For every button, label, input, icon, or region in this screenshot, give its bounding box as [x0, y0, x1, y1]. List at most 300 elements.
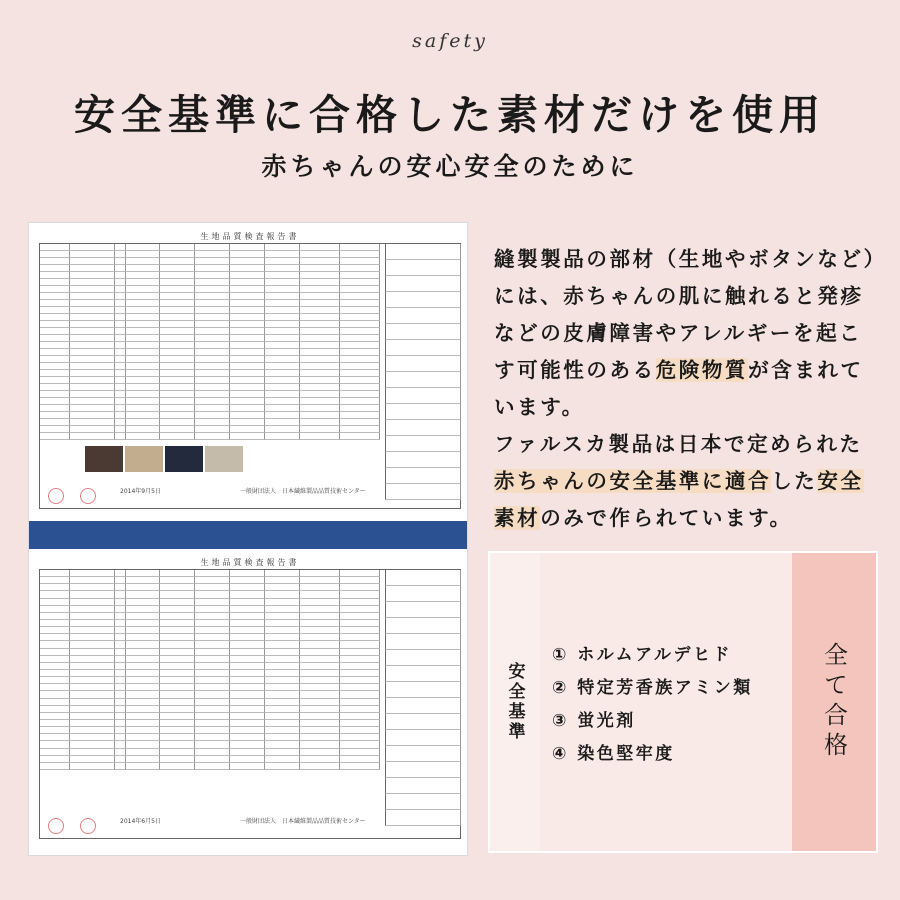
report-cell [340, 656, 380, 663]
report-cell [40, 384, 70, 391]
report-cell [70, 370, 115, 377]
report-cell [300, 286, 340, 293]
report-cell [70, 763, 115, 770]
report-cell [300, 265, 340, 272]
standards-list [552, 639, 753, 771]
report-cell [40, 641, 70, 648]
report-cell [126, 663, 160, 670]
report-cell [340, 370, 380, 377]
report-cell [300, 251, 340, 258]
report-cell [160, 363, 195, 370]
report-cell [70, 391, 115, 398]
report-cell [195, 342, 230, 349]
report-cell [195, 691, 230, 698]
report-cell [385, 714, 461, 730]
report-cell [126, 342, 160, 349]
description-text [494, 241, 894, 537]
report-cell [115, 649, 126, 656]
standards-label: 安全基準 [504, 662, 525, 742]
report-cell [70, 670, 115, 677]
report-cell [195, 613, 230, 620]
report-cell [70, 265, 115, 272]
report-cell [40, 720, 70, 727]
report-cell [195, 328, 230, 335]
standard-item: ① ホルムアルデヒド [552, 645, 732, 665]
report-cell [160, 349, 195, 356]
report-cell [160, 584, 195, 591]
report-cell [230, 321, 265, 328]
report-cell [230, 627, 265, 634]
report-cell [40, 656, 70, 663]
report-cell [195, 370, 230, 377]
report-cell [265, 577, 300, 584]
report-cell [195, 749, 230, 756]
report-cell [126, 363, 160, 370]
report-cell [230, 749, 265, 756]
report-cell [385, 794, 461, 810]
report-cell [230, 426, 265, 433]
text-segment: ファルスカ製品は日本で定められた [494, 432, 863, 456]
text-segment: 縫製製品の部材（生地やボタンなど） [494, 247, 887, 271]
report-cell [195, 720, 230, 727]
highlighted-text: 危険物質 [655, 358, 749, 382]
report-cell [340, 419, 380, 426]
report-cell [300, 649, 340, 656]
report-cell [230, 677, 265, 684]
report-cell [126, 577, 160, 584]
report-cell [195, 713, 230, 720]
report-cell [340, 713, 380, 720]
report-cell [70, 377, 115, 384]
report-cell [160, 713, 195, 720]
report-cell [265, 570, 300, 577]
report-cell [230, 741, 265, 748]
report-cell [115, 286, 126, 293]
report-cell [70, 734, 115, 741]
report-cell [385, 404, 461, 420]
report-cell [195, 641, 230, 648]
report-cell [70, 577, 115, 584]
report-cell [340, 756, 380, 763]
report-cell [195, 699, 230, 706]
report-cell [230, 706, 265, 713]
report-cell [340, 293, 380, 300]
report-cell [195, 584, 230, 591]
description-line [494, 463, 894, 500]
report-cell [340, 591, 380, 598]
report-cell [385, 602, 461, 618]
report-cell [265, 649, 300, 656]
report-cell [300, 720, 340, 727]
report-cell [230, 293, 265, 300]
report-cell [160, 279, 195, 286]
report-cell [385, 244, 461, 260]
report-cell [126, 720, 160, 727]
report-cell [195, 433, 230, 440]
report-cell [126, 627, 160, 634]
report-cell [70, 727, 115, 734]
report-cell [230, 244, 265, 251]
report-cell [126, 426, 160, 433]
page-title: 安全基準に合格した素材だけを使用 [74, 91, 826, 139]
report-cell [230, 328, 265, 335]
report-cell [40, 286, 70, 293]
report-cell [160, 405, 195, 412]
report-cell [300, 670, 340, 677]
report-cell [40, 244, 70, 251]
report-cell [265, 419, 300, 426]
report-cell [340, 342, 380, 349]
report-cell [300, 756, 340, 763]
report-cell [126, 398, 160, 405]
report-cell [265, 433, 300, 440]
report-cell [115, 307, 126, 314]
fabric-swatch [165, 446, 203, 472]
report-cell [300, 335, 340, 342]
report-cell [40, 763, 70, 770]
report-cell [265, 663, 300, 670]
report-cell [230, 727, 265, 734]
report-cell [40, 279, 70, 286]
report-cell [70, 398, 115, 405]
report-cell [230, 663, 265, 670]
report-cell [230, 713, 265, 720]
report-cell [300, 734, 340, 741]
report-cell [340, 670, 380, 677]
seal-stamp [80, 818, 96, 834]
report-cell [300, 412, 340, 419]
report-cell [70, 286, 115, 293]
report-cell [70, 756, 115, 763]
report-cell [300, 641, 340, 648]
report-cell [115, 613, 126, 620]
report-cell [230, 606, 265, 613]
report-cell [300, 627, 340, 634]
report-cell [340, 412, 380, 419]
report-cell [230, 591, 265, 598]
inspection-report [35, 227, 465, 517]
report-cell [126, 433, 160, 440]
report-cell [40, 570, 70, 577]
report-cell [70, 663, 115, 670]
report-cell [40, 684, 70, 691]
report-cell [160, 691, 195, 698]
report-cell [230, 756, 265, 763]
report-cell [40, 307, 70, 314]
report-cell [70, 749, 115, 756]
report-cell [300, 706, 340, 713]
report-cell [195, 384, 230, 391]
report-cell [70, 356, 115, 363]
report-cell [40, 272, 70, 279]
report-cell [40, 727, 70, 734]
description-line [494, 500, 894, 537]
report-cell [126, 641, 160, 648]
report-cell [300, 741, 340, 748]
report-cell [230, 433, 265, 440]
result-label: 全て合格 [819, 642, 848, 762]
report-cell [160, 677, 195, 684]
text-segment: が含まれて [748, 358, 864, 382]
report-cell [115, 763, 126, 770]
report-cell [126, 370, 160, 377]
report-cell [230, 699, 265, 706]
report-cell [40, 734, 70, 741]
divider-band [29, 521, 467, 549]
report-cell [40, 349, 70, 356]
report-cell [230, 279, 265, 286]
report-cell [230, 584, 265, 591]
description-line [494, 278, 894, 315]
report-cell [195, 335, 230, 342]
report-cell [126, 258, 160, 265]
report-cell [385, 730, 461, 746]
report-cell [40, 377, 70, 384]
report-cell [126, 749, 160, 756]
report-cell [115, 433, 126, 440]
report-cell [40, 265, 70, 272]
report-cell [40, 342, 70, 349]
report-cell [160, 342, 195, 349]
report-cell [115, 677, 126, 684]
report-cell [126, 419, 160, 426]
report-cell [340, 307, 380, 314]
report-cell [40, 627, 70, 634]
report-cell [385, 356, 461, 372]
report-cell [115, 727, 126, 734]
report-cell [115, 370, 126, 377]
report-cell [230, 649, 265, 656]
report-cell [70, 691, 115, 698]
report-cell [300, 677, 340, 684]
report-cell [160, 634, 195, 641]
report-cell [340, 741, 380, 748]
report-cell [265, 251, 300, 258]
report-cell [265, 258, 300, 265]
report-cell [160, 763, 195, 770]
report-cell [70, 405, 115, 412]
report-cell [70, 251, 115, 258]
report-cell [126, 307, 160, 314]
report-cell [340, 584, 380, 591]
report-cell [195, 656, 230, 663]
report-cell [230, 342, 265, 349]
report-cell [265, 370, 300, 377]
report-cell [195, 314, 230, 321]
report-cell [40, 584, 70, 591]
report-cell [115, 342, 126, 349]
report-cell [300, 577, 340, 584]
report-cell [160, 734, 195, 741]
report-cell [195, 391, 230, 398]
report-cell [160, 591, 195, 598]
report-cell [385, 340, 461, 356]
report-cell [385, 650, 461, 666]
report-cell [126, 763, 160, 770]
report-cell [126, 300, 160, 307]
report-cell [385, 746, 461, 762]
report-cell [340, 272, 380, 279]
report-cell [160, 433, 195, 440]
report-cell [340, 244, 380, 251]
report-cell [40, 328, 70, 335]
report-cell [195, 363, 230, 370]
report-cell [265, 335, 300, 342]
report-cell [160, 314, 195, 321]
report-cell [230, 286, 265, 293]
report-cell [160, 286, 195, 293]
report-cell [40, 321, 70, 328]
report-cell [340, 749, 380, 756]
report-cell [40, 356, 70, 363]
report-cell [340, 606, 380, 613]
report-cell [195, 405, 230, 412]
report-cell [195, 627, 230, 634]
seal-stamp [48, 818, 64, 834]
report-cell [265, 584, 300, 591]
report-cell [265, 656, 300, 663]
report-date: 2014年6月5日 [120, 818, 161, 825]
report-cell [126, 570, 160, 577]
report-cell [195, 741, 230, 748]
standards-label-cell [490, 553, 540, 851]
seal-stamp [48, 488, 64, 504]
report-cell [70, 384, 115, 391]
report-cell [195, 591, 230, 598]
standard-item: ② 特定芳香族アミン類 [552, 678, 753, 698]
report-cell [70, 258, 115, 265]
report-cell [160, 293, 195, 300]
report-cell [385, 276, 461, 292]
report-cell [300, 620, 340, 627]
report-cell [160, 321, 195, 328]
report-cell [340, 426, 380, 433]
report-cell [126, 649, 160, 656]
report-cell [70, 412, 115, 419]
report-cell [265, 356, 300, 363]
report-cell [230, 258, 265, 265]
report-cell [230, 613, 265, 620]
report-cell [40, 606, 70, 613]
report-cell [115, 620, 126, 627]
report-cell [265, 426, 300, 433]
report-cell [115, 349, 126, 356]
report-cell [385, 468, 461, 484]
report-cell [195, 763, 230, 770]
report-cell [126, 670, 160, 677]
report-cell [40, 426, 70, 433]
report-cell [300, 691, 340, 698]
report-cell [40, 335, 70, 342]
report-cell [40, 620, 70, 627]
report-cell [340, 258, 380, 265]
report-cell [340, 405, 380, 412]
report-cell [160, 727, 195, 734]
report-cell [195, 258, 230, 265]
report-cell [385, 436, 461, 452]
report-cell [300, 763, 340, 770]
report-cell [70, 720, 115, 727]
report-cell [160, 649, 195, 656]
text-segment: います。 [494, 395, 585, 419]
report-cell [300, 634, 340, 641]
report-cell [230, 412, 265, 419]
report-cell [115, 706, 126, 713]
report-cell [40, 677, 70, 684]
report-cell [160, 641, 195, 648]
report-cell [230, 656, 265, 663]
report-cell [265, 328, 300, 335]
report-cell [70, 570, 115, 577]
report-cell [195, 677, 230, 684]
report-cell [160, 412, 195, 419]
report-cell [230, 363, 265, 370]
text-segment: のみで作られています。 [540, 506, 793, 530]
report-cell [126, 613, 160, 620]
report-cell [300, 591, 340, 598]
report-cell [340, 265, 380, 272]
report-cell [115, 265, 126, 272]
highlighted-text: 赤ちゃんの安全基準に適合 [494, 469, 772, 493]
report-cell [300, 656, 340, 663]
report-cell [126, 620, 160, 627]
report-cell [385, 586, 461, 602]
report-cell [40, 419, 70, 426]
report-cell [195, 684, 230, 691]
report-cell [195, 307, 230, 314]
report-cell [300, 699, 340, 706]
report-cell [195, 321, 230, 328]
report-cell [265, 670, 300, 677]
issuer-name: 一般財団法人 日本繊維製品品質技術センター [240, 818, 366, 825]
report-cell [70, 342, 115, 349]
report-cell [40, 699, 70, 706]
report-cell [195, 286, 230, 293]
report-cell [70, 584, 115, 591]
report-cell [40, 251, 70, 258]
page-subtitle: 赤ちゃんの安心安全のために [261, 152, 639, 181]
report-cell [70, 363, 115, 370]
report-cell [265, 384, 300, 391]
report-cell [195, 293, 230, 300]
report-cell [265, 293, 300, 300]
text-segment: した [771, 469, 818, 493]
report-cell [126, 335, 160, 342]
report-cell [265, 720, 300, 727]
fabric-swatch [205, 446, 243, 472]
report-cell [265, 641, 300, 648]
report-cell [300, 363, 340, 370]
report-cell [115, 591, 126, 598]
report-cell [265, 391, 300, 398]
report-cell [265, 314, 300, 321]
report-cell [115, 577, 126, 584]
report-cell [230, 251, 265, 258]
report-cell [230, 419, 265, 426]
report-cell [126, 713, 160, 720]
report-cell [160, 670, 195, 677]
report-cell [126, 741, 160, 748]
report-cell [265, 713, 300, 720]
report-cell [385, 810, 461, 826]
report-cell [195, 727, 230, 734]
report-cell [340, 641, 380, 648]
inspection-report [35, 553, 465, 851]
report-cell [230, 720, 265, 727]
report-cell [340, 691, 380, 698]
report-cell [115, 412, 126, 419]
report-cell [160, 335, 195, 342]
